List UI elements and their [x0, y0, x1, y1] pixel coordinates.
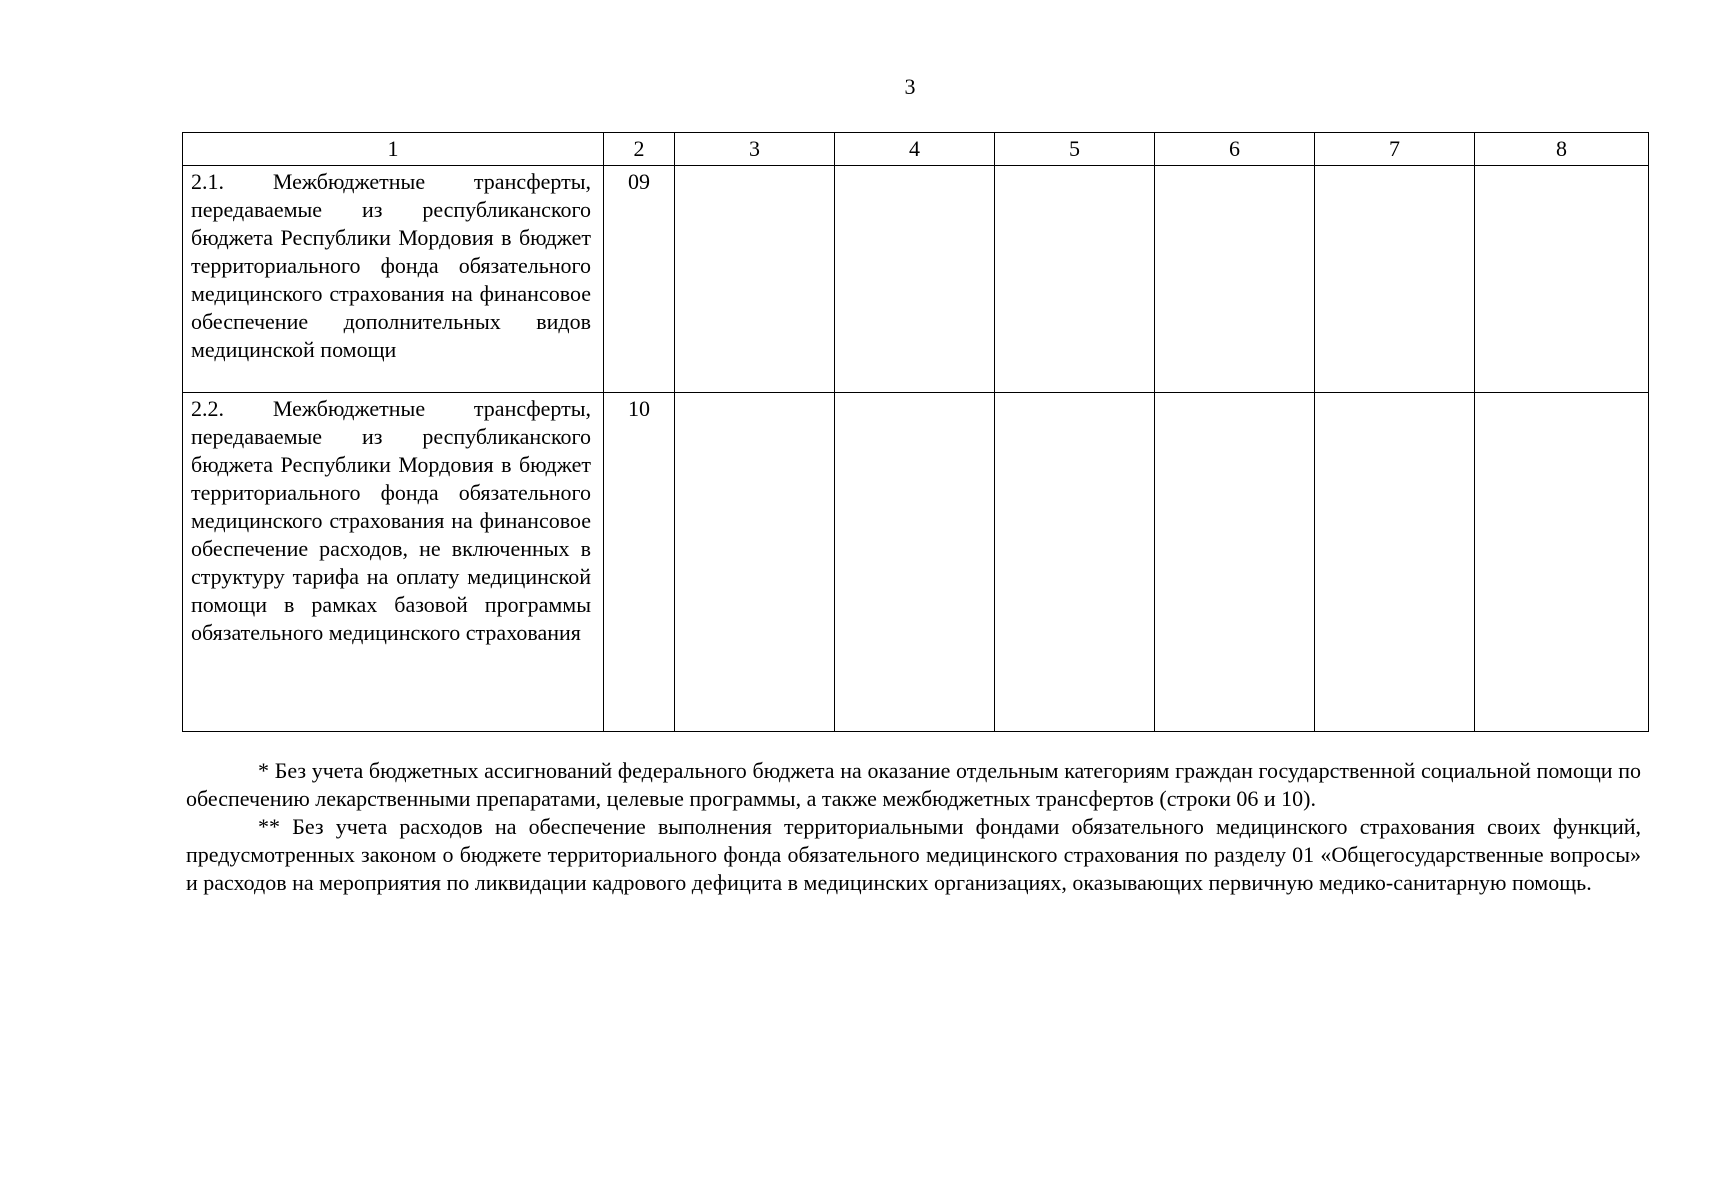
- row-name-cell: 2.2. Межбюджетные трансферты, передаваемые из республиканского бюджета Республики Мордовия в бюджет территориального фонда обязательного медицинского страхования на финансовое обеспечение расходов, не включенных в структуру тарифа на оплату медицинской помощи в рамках базовой программы обязательного медицинского страхования: [183, 393, 604, 732]
- value-cell: [1315, 166, 1475, 393]
- column-header: 7: [1315, 133, 1475, 166]
- value-cell: [835, 393, 995, 732]
- value-cell: [1155, 166, 1315, 393]
- value-cell: [1475, 166, 1649, 393]
- column-header: 1: [183, 133, 604, 166]
- value-cell: [995, 166, 1155, 393]
- footnote-double-asterisk: ** Без учета расходов на обеспечение выполнения территориальными фондами обязательного медицинского страхования своих функций, предусмотренных законом о бюджете территориального фонда обязательного медицинского страхования по разделу 01 «Общегосударственные вопросы» и расходов на мероприятия по ликвидации кадрового дефицита в медицинских организациях, оказывающих первичную медико-санитарную помощь.: [186, 814, 1641, 895]
- value-cell: [995, 393, 1155, 732]
- value-cell: [835, 166, 995, 393]
- table-header-row: [183, 133, 1649, 166]
- column-header: 3: [675, 133, 835, 166]
- value-cell: [1315, 393, 1475, 732]
- footnote-single-asterisk: * Без учета бюджетных ассигнований федерального бюджета на оказание отдельным категориям граждан государственной социальной помощи по обеспечению лекарственными препаратами, целевые программы, а также межбюджетных трансфертов (строки 06 и 10).: [186, 758, 1641, 811]
- footnotes: [186, 757, 1641, 897]
- value-cell: [1155, 393, 1315, 732]
- page-number: 3: [904, 74, 916, 99]
- row-name-cell: 2.1. Межбюджетные трансферты, передаваемые из республиканского бюджета Республики Мордовия в бюджет территориального фонда обязательного медицинского страхования на финансовое обеспечение дополнительных видов медицинской помощи: [183, 166, 604, 393]
- row-code-cell: 10: [604, 393, 675, 732]
- value-cell: [1475, 393, 1649, 732]
- column-header: 6: [1155, 133, 1315, 166]
- budget-table: [182, 132, 1649, 732]
- value-cell: [675, 393, 835, 732]
- column-header: 5: [995, 133, 1155, 166]
- column-header: 4: [835, 133, 995, 166]
- table-row: [183, 166, 1649, 393]
- column-header: 8: [1475, 133, 1649, 166]
- column-header: 2: [604, 133, 675, 166]
- value-cell: [675, 166, 835, 393]
- table-row: [183, 393, 1649, 732]
- row-code-cell: 09: [604, 166, 675, 393]
